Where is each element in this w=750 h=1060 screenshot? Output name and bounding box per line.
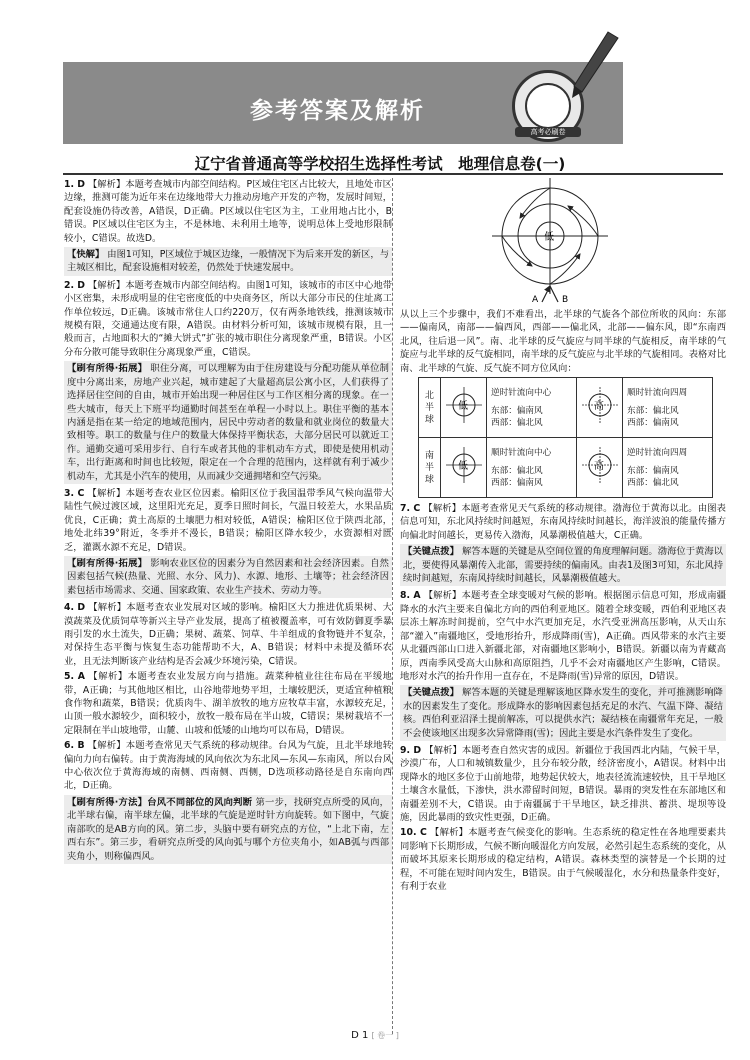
- pressure-system-label: 高: [593, 460, 604, 472]
- answer-text: 【解析】本题考查全球变暖对气候的影响。根据图示信息可知，形成南疆降水的水汽主要来自偏北方向的西伯利亚地区。随着全球变暖，西伯利亚地区表层冻土解冻时间提前，空气中水汽更加充足，水汽受亚洲高压影响，从天山东部“灌入”南疆地区，受地形抬升，形成降雨(雪)，A正确。西风带来的水汽主要从北疆西部山口进入新疆北部，对南疆地区影响小，B错误。新疆以南为青藏高原，西南季风受高大山脉和高原阻挡，几乎不会对南疆地区产生影响，C错误。地形对水汽的抬升作用一直存在，不是降雨(雪)异常的原因，D错误。: [400, 590, 726, 682]
- answer-item: [64, 279, 392, 359]
- answer-text: 影响农业区位的因素分为自然因素和社会经济因素。自然因素包括气候(热量、光照、水分、风力)、水源、地形、土壤等；社会经济因素包括市场需求、交通、国家政策、农业生产技术、劳动力等。: [67, 557, 389, 596]
- column-divider: [392, 178, 393, 1034]
- page-number: D 1: [351, 1030, 369, 1041]
- page-footer-sub: [ 卷一 ]: [371, 1031, 399, 1040]
- hemisphere-label: 南半球: [419, 438, 441, 498]
- answer-text: 【解析】本题考查常见天气系统的移动规律。台风为气旋，且北半球地转偏向力向右偏转。由于黄海海域的风向依次为东北风—东风—东南风，所以台风中心依次位于黄海海域的南侧、西南侧、西侧，D选项移动路径是自东南向西北，D正确。: [64, 740, 392, 792]
- banner-title: 参考答案及解析: [250, 97, 425, 124]
- pressure-system-label: 低: [457, 400, 468, 412]
- answer-item: [64, 487, 392, 554]
- pressure-system-svg: [442, 383, 486, 427]
- anticyclone-description: [623, 438, 713, 498]
- tip-box: [64, 795, 392, 864]
- diagram-center-label: 低: [544, 232, 554, 243]
- tip-box: [400, 685, 726, 741]
- answer-text: 【解析】本题考查气候变化的影响。生态系统的稳定性在各地理要素共同影响下长期形成，气候不断向暖湿化方向发展，必然引起生态系统的变化，从而破坏其原来长期形成的稳定结构，A错误。森林类型的演替是一个长期的过程，不可能在短时间内发生，B错误。由于气候暖湿化，水分和热量条件变好，有利于农业: [400, 827, 726, 892]
- tip-label: 【刷有所得·拓展】: [67, 557, 148, 569]
- cyclone-description: [487, 378, 577, 438]
- cyclone-description: [487, 438, 577, 498]
- left-column: [64, 178, 392, 867]
- answer-text: 职住分离，可以理解为由于住房建设与分配功能从单位制度中分离出来，房地产业兴起，城市建起了大量超高层公寓小区，人们获得了选择居住空间的自由，城市开始出现一种居住区与工作区相分离的现象。在一些大城市，每天上下班平均通勤时间甚至在单程一小时以上。职住平衡的基本内涵是指在某一给定的地域范围内，居民中劳动者的数量和就业岗位的数量大致相等。职工的数量与住户的数量大体保持平衡状态，大部分居民可以就近工作。通勤交通可采用步行、自行车或者其他的非机动车方式，即使是使用机动车，出行距离和时间也比较短，限定在一个合理的范围内，这样就有利于减少机动车，尤其是小汽车的使用，从而减少交通拥堵和空气污染。: [67, 363, 389, 482]
- pressure-system-icon: [577, 378, 623, 438]
- answer-item: [400, 589, 726, 683]
- answer-text: 【解析】本题考查农业区位因素。榆阳区位于我国温带季风气候向温带大陆性气候过渡区域，这里阳光充足，夏季日照时间长，气温日较差大，水果品质优良，C正确；黄土高原的土壤肥力相对较低，A错误；榆阳区位于陕西北部，地处北纬39°附近，冬季并不漫长，B错误；榆阳区降水较少，水资源相对匮乏，灌溉水源不充足，D错误。: [64, 487, 392, 553]
- question-number: 7. C: [400, 503, 421, 515]
- wind-table: [418, 377, 713, 498]
- pressure-system-label: 高: [593, 400, 604, 412]
- question-number: 4. D: [64, 602, 86, 614]
- tip-box: [64, 361, 392, 484]
- answer-item: [64, 670, 392, 737]
- answer-text: 由图1可知，P区域位于城区边缘，一般情况下为后来开发的新区，与主城区相比，配套设施相对较差，仍然处于快速发展中。: [67, 249, 389, 274]
- question-number: 3. C: [64, 487, 85, 499]
- anticyclone-flow: 顺时针流向四周: [627, 387, 688, 398]
- answer-text: 【解析】本题考查常见天气系统的移动规律。渤海位于黄海以北。由图表信息可知，东北风持续时间越短，东南风持续时间越长，海洋波浪的能量传播方向偏北时间越长，更易传入渤海，风暴潮极值越大，C正确。: [400, 503, 726, 541]
- tip-label: 【快解】: [67, 249, 105, 261]
- question-number: 6. B: [64, 740, 85, 752]
- answer-item: [64, 178, 392, 245]
- tip-box: [400, 544, 726, 586]
- pressure-system-label: 低: [457, 460, 468, 472]
- page-footer: [0, 1030, 750, 1041]
- pen-icon: [560, 30, 620, 100]
- question-number: 10. C: [400, 827, 427, 839]
- answer-item: [400, 826, 726, 893]
- pressure-system-icon: [577, 438, 623, 498]
- answer-text: 【解析】本题考查农业发展对区域的影响。榆阳区大力推进优质果树、大漠蔬菜及优质饲草等新兴主导产业发展，提高了植被覆盖率，可有效防御夏季暴雨引发的水土流失，D正确；果树、蔬菜、饲草、牛羊组成的食物链并不复杂，对保持生态平衡与恢复生态功能帮助不大，A、B错误；材料中未提及循环农业，且无法判断该产业结构是否会减少环境污染，C错误。: [64, 602, 392, 667]
- question-number: 9. D: [400, 744, 422, 756]
- cyclone-wind-dirs: 东部：偏北风 西部：偏南风: [491, 465, 543, 488]
- cyclone-diagram-svg: [400, 178, 726, 306]
- diagram-label-b: B: [562, 295, 569, 305]
- cyclone-flow: 顺时针流向中心: [491, 447, 552, 458]
- answer-text: 解答本题的关键是从空间位置的角度理解问题。渤海位于黄海以北，要使得风暴潮传入北部，需要持续的偏南风。由表1及图3可知，东北风持续时间越短，东南风持续时间越长，风暴潮极值越大。: [403, 546, 723, 585]
- pressure-system-icon: [441, 438, 487, 498]
- cyclone-flow: 逆时针流向中心: [491, 387, 552, 398]
- answer-text: 第一步，找研究点所受的风向，北半球右偏，南半球左偏，北半球的气旋是逆时针方向旋转。如下图中，气旋南部吹的是AB方向的风。第二步，头脑中要有研究点的方位，“上北下南，左西右东”。第三步，看研究点所受的风向弧与哪个方位夹角小，如AB弧与西部夹角小，则称偏西风。: [67, 796, 389, 862]
- anticyclone-description: [623, 378, 713, 438]
- pressure-system-svg: [578, 383, 622, 427]
- wind-table-row: [419, 378, 713, 438]
- badge-label: 高考必刷卷: [515, 127, 581, 137]
- pressure-system-icon: [441, 378, 487, 438]
- question-number: 1. D: [64, 179, 85, 190]
- page-heading: 辽宁省普通高等学校招生选择性考试 地理信息卷(一): [194, 155, 566, 173]
- tip-box: [64, 556, 392, 598]
- hemisphere-label: 北半球: [419, 378, 441, 438]
- tip-label: 【刷有所得·拓展】: [67, 363, 148, 375]
- tip-label: 【刷有所得·方法】台风不同部位的风向判断: [67, 796, 253, 808]
- answer-item: [400, 502, 726, 542]
- cyclone-diagram: [400, 178, 726, 306]
- heading-rule: [63, 173, 723, 175]
- answer-item: [400, 744, 726, 824]
- answer-item: [64, 601, 392, 668]
- answer-text: 【解析】本题考查城市内部空间结构。由图1可知，该城市的市区中心地带小区密集，未形成明显的住宅密度低的中央商务区，所以大部分市民的住址离工作单位较远，D正确。该城市常住人口约220万，仅有两条地铁线，推测该城市规模有限，交通通达度有限，A错误。由材料分析可知，该城市规模有限，且一般而言，占地面积大的“摊大饼式”扩张的城市职住分离现象严重，B错误。小区分布分散可能导致职住分离现象严重，C错误。: [64, 279, 392, 358]
- wind-table-wrap: [418, 377, 726, 498]
- answer-text: 【解析】本题考查自然灾害的成因。新疆位于我国西北内陆，气候干旱，沙漠广布，人口和城镇数量少，且分布较分散，经济密度小，A错误。材料中出现降水的地区多位于山前地带，地势起伏较大，地表径流流速较快，且干旱地区土壤含水量低，下渗快，洪水滞留时间短，B错误。暴雨的突发性在东部地区和南疆差别不大，C错误。由于南疆属于干旱地区，缺乏排洪、蓄洪、堤坝等设施，因此暴雨的致灾性更强，D正确。: [400, 744, 726, 823]
- wind-table-row: [419, 438, 713, 498]
- anticyclone-wind-dirs: 东部：偏南风 西部：偏北风: [627, 465, 679, 488]
- question-number: 5. A: [64, 671, 85, 683]
- right-column-intro: 从以上三个步骤中，我们不难看出，北半球的气旋各个部位所收的风向：东部——偏南风，南部——偏西风，西部——偏北风，北部——偏东风，即“东南西北风，往后退一风”。南、北半球的反气旋应与同半球的气旋相反，南半球的气旋应与北半球的反气旋相同，南半球的反气旋应与北半球的气旋相同。表格对比南、北半球的气旋、反气旋不同方位风向：: [400, 309, 726, 374]
- anticyclone-flow: 逆时针流向四周: [627, 447, 688, 458]
- answer-item: [64, 739, 392, 793]
- pressure-system-svg: [442, 443, 486, 487]
- diagram-label-a: A: [532, 295, 539, 305]
- tip-box: [64, 247, 392, 276]
- anticyclone-wind-dirs: 东部：偏北风 西部：偏南风: [627, 405, 679, 428]
- tip-label: 【关键点拨】: [403, 687, 459, 699]
- right-column: [400, 178, 726, 895]
- answer-text: 【解析】本题考查农业发展方向与措施。蔬菜种植业往往布局在平缓地带，A正确；与其他地区相比，山谷地带地势平坦，土壤较肥沃，更适宜种植粮食作物和蔬菜，B错误；优质肉牛、湖羊放牧的地方应牧草丰富，水源较充足，山顶一般水源较少，面积较小，放牧一般布局在半山坡，C错误；果树栽培不一定限制在半山坡地带，山麓、山坡和低矮的山地均可以布局，D错误。: [64, 671, 392, 736]
- answer-text: 解答本题的关键是理解该地区降水发生的变化，并可推测影响降水的因素发生了变化。形成降水的影响因素包括充足的水汽、气温下降、凝结核。西伯利亚沼泽土提前解冻，可以提供水汽；凝结核在南疆常年充足，一般不会使该地区出现多次异常降雨(雪)；因此主要是水汽条件发生了变化。: [403, 687, 723, 739]
- question-number: 8. A: [400, 590, 421, 602]
- cyclone-wind-dirs: 东部：偏南风 西部：偏北风: [491, 405, 543, 428]
- pressure-system-svg: [578, 443, 622, 487]
- question-number: 2. D: [64, 279, 85, 291]
- answer-text: 【解析】本题考查城市内部空间结构。P区域住宅区占比较大，且地处市区边缘，推测可能为近年来在边缘地带大力推动房地产开发的产物，发展时间短，配套设施仍待改善，A错误，D正确。P区域以住宅区为主，工业用地占比小，B错误。P区域以住宅区为主，不是林地、未利用土地等，说明总体上受地形限制较小，C错误。故选D。: [64, 179, 392, 244]
- tip-label: 【关键点拨】: [403, 546, 459, 558]
